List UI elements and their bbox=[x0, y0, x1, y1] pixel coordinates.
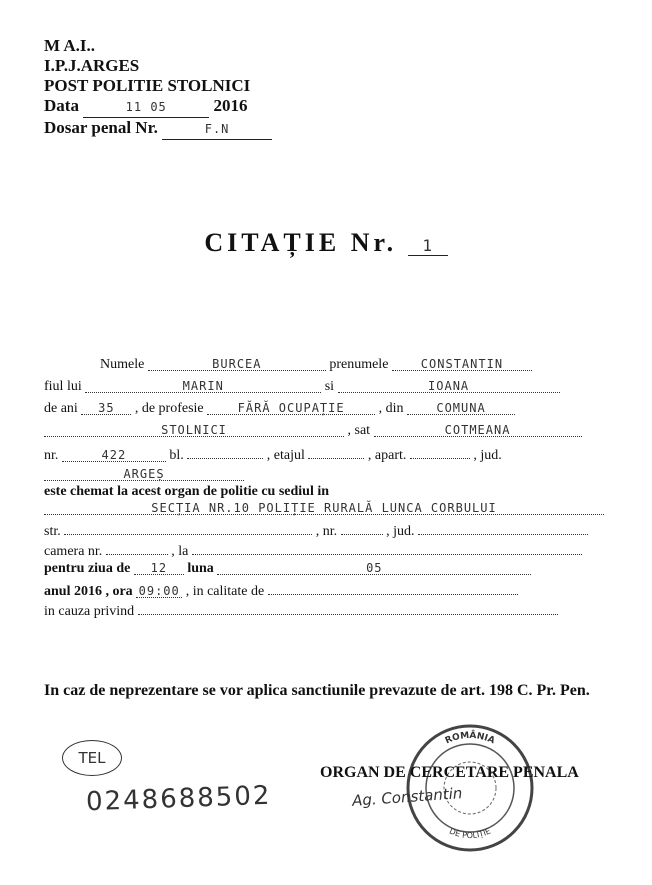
judet-value: ARGEȘ bbox=[44, 466, 244, 481]
tel-label: TEL bbox=[62, 740, 122, 776]
la-label: , la bbox=[171, 544, 189, 559]
row-ani bbox=[44, 400, 604, 417]
nr-value: 422 bbox=[62, 447, 166, 462]
row-judet bbox=[44, 466, 604, 483]
bl-label: bl. bbox=[169, 448, 184, 463]
jud-label: , jud. bbox=[473, 448, 502, 463]
mama-value: IOANA bbox=[338, 378, 560, 393]
profesie-label: , de profesie bbox=[134, 401, 204, 416]
nr2-label: , nr. bbox=[315, 524, 338, 539]
ani-value: 35 bbox=[81, 400, 131, 415]
stamp-bottom-text: DE POLIȚIE bbox=[447, 826, 493, 841]
jud2-value bbox=[418, 520, 588, 535]
numele-label: Numele bbox=[100, 357, 145, 372]
din-value: COMUNA bbox=[407, 400, 515, 415]
row-anul bbox=[44, 580, 604, 600]
sat-label: , sat bbox=[347, 423, 371, 438]
document-title bbox=[0, 228, 652, 258]
ziua-label: pentru ziua de bbox=[44, 561, 131, 576]
warning-text: In caz de neprezentare se vor aplica sanctiunile prevazute de art. 198 C. Pr. Pen. bbox=[44, 682, 590, 699]
header-date bbox=[44, 96, 247, 118]
calitate-value bbox=[268, 580, 518, 595]
title-number: 1 bbox=[408, 236, 448, 256]
date-year: 2016 bbox=[213, 96, 248, 115]
apart-label: , apart. bbox=[367, 448, 407, 463]
signature: Ag. Constantin bbox=[351, 784, 463, 810]
camera-label: camera nr. bbox=[44, 544, 103, 559]
row-chemat: este chemat la acest organ de politie cu sediul in bbox=[44, 484, 330, 499]
row-camera bbox=[44, 540, 604, 560]
cauza-value bbox=[138, 600, 558, 615]
date-label: Data bbox=[44, 96, 79, 115]
row-cauza bbox=[44, 600, 604, 620]
bl-value bbox=[187, 444, 263, 459]
calitate-label: , in calitate de bbox=[185, 584, 265, 599]
nr2-value bbox=[341, 520, 383, 535]
anul-label: anul 2016 , ora bbox=[44, 584, 133, 599]
etajul-label: , etajul bbox=[266, 448, 305, 463]
fiul-value: MARIN bbox=[85, 378, 321, 393]
cauza-label: in cauza privind bbox=[44, 604, 135, 619]
row-sat bbox=[44, 422, 604, 439]
header-dosar bbox=[44, 118, 272, 140]
stamp-top-text: ROMÂNIA bbox=[443, 730, 497, 747]
row-fiul bbox=[44, 378, 604, 395]
organ-cercetare: ORGAN DE CERCETARE PENALA bbox=[320, 764, 579, 781]
apart-value bbox=[410, 444, 470, 459]
row-nume bbox=[44, 356, 652, 373]
str-label: str. bbox=[44, 524, 61, 539]
jud2-label: , jud. bbox=[386, 524, 415, 539]
sediu-value: SECȚIA NR.10 POLIȚIE RURALĂ LUNCA CORBULUI bbox=[44, 500, 604, 515]
ani-label: de ani bbox=[44, 401, 78, 416]
phone-number: 0248688502 bbox=[85, 780, 272, 818]
header-ministry: M A.I.. bbox=[44, 36, 95, 55]
row-ziua bbox=[44, 560, 604, 577]
date-value: 11 05 bbox=[83, 97, 209, 118]
title-text: CITAȚIE Nr. bbox=[204, 228, 398, 257]
row-str bbox=[44, 520, 604, 540]
la-value bbox=[192, 540, 582, 555]
header-post: POST POLITIE STOLNICI bbox=[44, 76, 251, 95]
header-ipj: I.P.J.ARGES bbox=[44, 56, 140, 75]
str-value bbox=[64, 520, 312, 535]
svg-text:DE POLIȚIE bbox=[448, 827, 492, 841]
luna-value: 05 bbox=[217, 560, 531, 575]
row-sediu bbox=[44, 500, 604, 517]
prenumele-label: prenumele bbox=[329, 357, 389, 372]
fiul-label: fiul lui bbox=[44, 379, 82, 394]
dosar-value: F.N bbox=[162, 119, 272, 140]
luna-label: luna bbox=[187, 561, 214, 576]
ziua-value: 12 bbox=[134, 560, 184, 575]
din-label: , din bbox=[378, 401, 404, 416]
row-adresa bbox=[44, 444, 604, 464]
localitate-value: STOLNICI bbox=[44, 422, 344, 437]
ora-value: 09:00 bbox=[136, 583, 182, 598]
etajul-value bbox=[308, 444, 364, 459]
nr-label: nr. bbox=[44, 448, 59, 463]
camera-value bbox=[106, 540, 168, 555]
prenumele-value: CONSTANTIN bbox=[392, 356, 532, 371]
dosar-label: Dosar penal Nr. bbox=[44, 118, 158, 137]
profesie-value: FĂRĂ OCUPAȚIE bbox=[207, 400, 375, 415]
si-label: si bbox=[324, 379, 335, 394]
numele-value: BURCEA bbox=[148, 356, 326, 371]
sat-value: COTMEANA bbox=[374, 422, 582, 437]
